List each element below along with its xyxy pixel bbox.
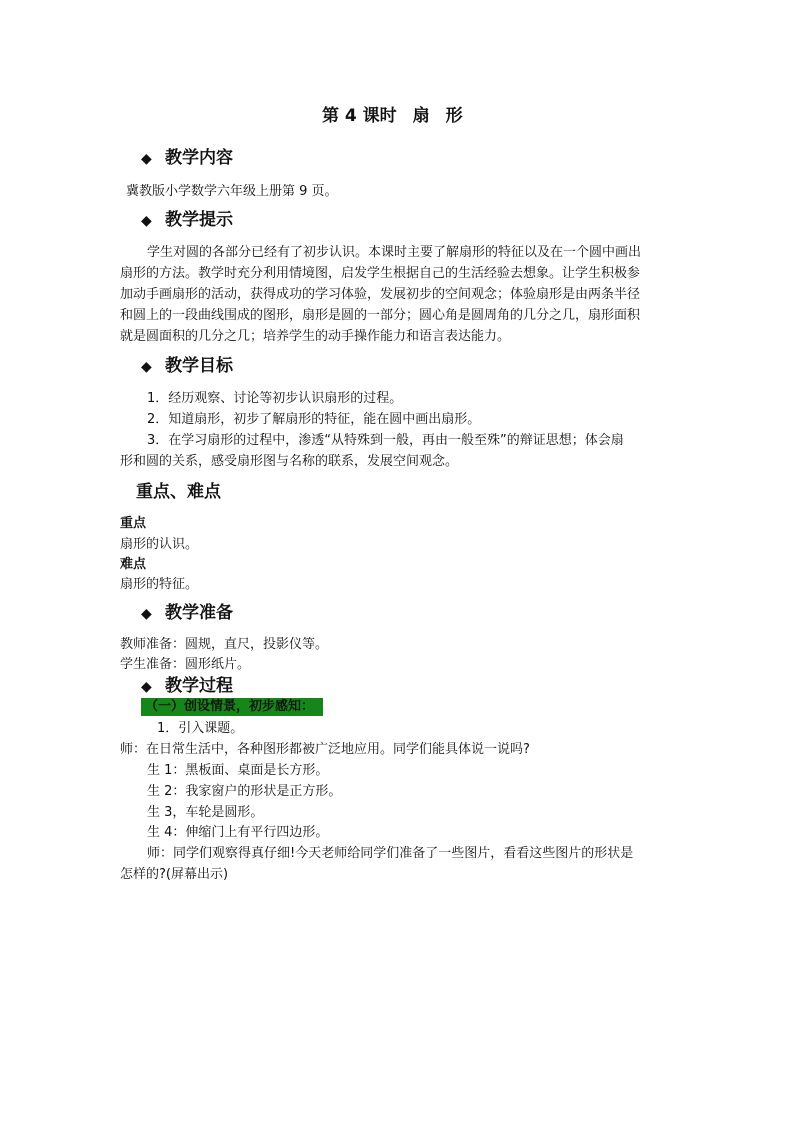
- section-heading-keypoints: 重点、难点: [136, 482, 221, 502]
- diamond-icon: ◆: [141, 679, 152, 695]
- process-line: 生 4：伸缩门上有平行四边形。: [147, 825, 329, 840]
- title-char-1: 扇: [412, 106, 430, 126]
- diamond-icon: ◆: [141, 151, 152, 167]
- diamond-icon: ◆: [141, 359, 152, 375]
- content-text: 冀教版小学数学六年级上册第 9 页。: [126, 184, 338, 199]
- tips-line: 加动手画扇形的活动，获得成功的学习体验，发展初步的空间观念；体验扇形是由两条半径: [120, 287, 641, 302]
- tips-line: 学生对圆的各部分已经有了初步认识。本课时主要了解扇形的特征以及在一个圆中画出: [147, 245, 642, 260]
- title-prefix: 第 4 课时: [322, 106, 397, 126]
- section-heading-text: 教学目标: [165, 356, 233, 376]
- hard-label: 难点: [120, 557, 147, 572]
- section-heading-text: 教学过程: [165, 676, 233, 696]
- title-char-2: 形: [445, 106, 463, 126]
- section-heading-text: 教学准备: [165, 603, 233, 623]
- process-line: 师：同学们观察得真仔细!今天老师给同学们准备了一些图片，看看这些图片的形状是: [147, 846, 634, 861]
- section-heading-goals: [141, 355, 233, 378]
- process-line: 师：在日常生活中，各种图形都被广泛地应用。同学们能具体说一说吗?: [120, 742, 530, 757]
- section-heading-content: [141, 147, 233, 170]
- tips-line: 扇形的方法。教学时充分利用情境图，启发学生根据自己的生活经验去想象。让学生积极参: [120, 266, 641, 281]
- prep-student: 学生准备：圆形纸片。: [120, 657, 251, 672]
- section-heading-text: 教学提示: [165, 210, 233, 230]
- process-line: 1．引入课题。: [157, 721, 244, 736]
- key-label: 重点: [120, 516, 147, 531]
- section-heading-process: [141, 675, 233, 698]
- page-title: [322, 105, 463, 127]
- diamond-icon: ◆: [141, 213, 152, 229]
- section-heading-prep: [141, 602, 233, 625]
- process-line: 生 1：黑板面、桌面是长方形。: [147, 763, 329, 778]
- goals-line: 2．知道扇形，初步了解扇形的特征，能在圆中画出扇形。: [147, 412, 481, 427]
- section-heading-text: 教学内容: [165, 148, 233, 168]
- process-line: 生 2：我家窗户的形状是正方形。: [147, 784, 342, 799]
- process-line: 怎样的?(屏幕出示): [120, 867, 229, 882]
- prep-teacher: 教师准备：圆规，直尺，投影仪等。: [120, 637, 329, 652]
- tips-line: 和圆上的一段曲线围成的图形，扇形是圆的一部分；圆心角是圆周角的几分之几，扇形面积: [120, 308, 641, 323]
- step-highlight-text: （一）创设情景，初步感知：: [145, 699, 315, 714]
- goals-line: 1．经历观察、讨论等初步认识扇形的过程。: [147, 391, 403, 406]
- diamond-icon: ◆: [141, 606, 152, 622]
- section-heading-tips: [141, 209, 233, 232]
- key-text: 扇形的认识。: [120, 537, 199, 552]
- process-line: 生 3，车轮是圆形。: [147, 805, 264, 820]
- tips-line: 就是圆面积的几分之几；培养学生的动手操作能力和语言表达能力。: [120, 329, 511, 344]
- hard-text: 扇形的特征。: [120, 577, 199, 592]
- goals-line: 形和圆的关系，感受扇形图与名称的联系，发展空间观念。: [120, 454, 459, 469]
- goals-line: 3．在学习扇形的过程中，渗透“从特殊到一般，再由一般至殊”的辩证思想；体会扇: [147, 433, 624, 448]
